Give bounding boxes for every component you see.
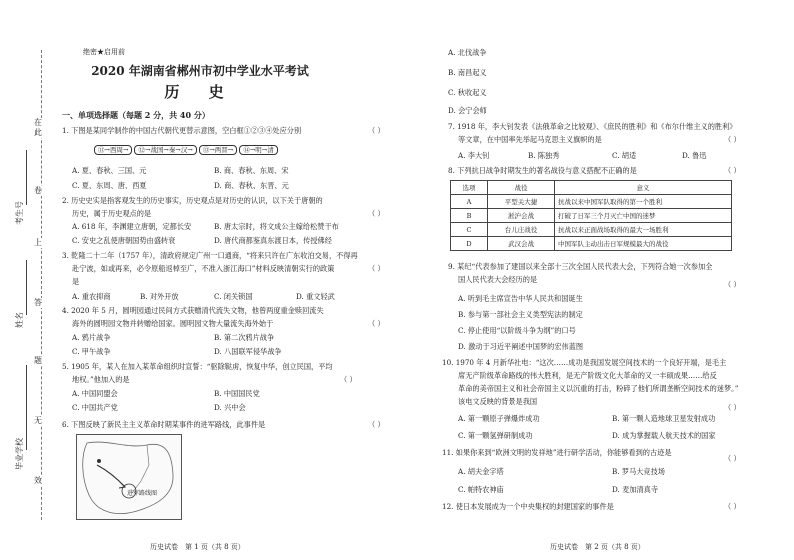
subject-title: 历 史 [164,83,236,101]
option-b[interactable]: B. 对外开放 [140,292,179,301]
option-b[interactable]: B. 陈独秀 [528,151,560,160]
option-b[interactable]: B. 唐太宗时，将文成公主嫁给松赞干布 [214,222,339,231]
answer-paren[interactable]: （ ） [724,135,741,144]
option-c[interactable]: C. 第一颗氢弹研制成功 [458,431,533,440]
table-cell: 抗战以来中国军队取得的第一个胜利 [555,195,732,209]
option-d[interactable]: D. 成为掌握载人航天技术的国家 [612,431,716,440]
answer-paren[interactable]: （ ） [724,403,741,412]
binding-word: 上 [34,238,42,247]
page-footer: 历史试卷 第 2 页（共 8 页） [550,543,645,551]
flow-step: ⑫→战国→秦→汉→ [134,145,196,155]
q6-option-c[interactable]: C. 秋收起义 [448,88,487,97]
option-b[interactable]: B. 参与第一部社会主义类型宪法的制定 [458,310,583,319]
question-5-stem: 5. 1905 年，某人在加入某革命组织时宣誓：“驱除鞑虏，恢复中华，创立民国，平均 [62,362,333,371]
table-cell: 中国军队主动出击日军规模最大的战役 [555,237,732,251]
table-header: 意义 [555,181,732,195]
question-10-line: 革命的美帝国主义和社会帝国主义以沉重的打击，粉碎了他们所谓垄断空间技术的迷梦。” [458,384,739,393]
option-a[interactable]: A. 618 年，李渊建立唐朝，定都长安 [72,222,192,231]
option-d[interactable]: D. 八国联军侵华战争 [214,347,282,356]
binding-word: 题 [34,356,42,365]
answer-paren[interactable]: （ ） [724,454,741,463]
table-cell: A [451,195,488,209]
option-d[interactable]: D. 唐代商都鉴真东渡日本，传授佛经 [214,236,332,245]
question-4-line: 海外的圆明园文物并转赠给国家。圆明园文物大量流失海外始于 [72,319,274,328]
table-cell: 平型关大捷 [488,195,555,209]
table-row [451,195,732,209]
question-11-stem: 11. 如果你来到“欧洲文明的发祥地”进行研学活动，你能够看到的古迹是 [442,448,672,457]
battle-table [450,180,732,251]
binding-word: 效 [34,476,42,485]
option-c[interactable]: C. 安史之乱使唐朝国势由盛转衰 [72,236,176,245]
option-d[interactable]: D. 麦加清真寺 [612,485,659,494]
page-2 [400,0,794,560]
q6-option-b[interactable]: B. 南昌起义 [448,68,487,77]
question-7-stem: 7. 1918 年，李大钊发表《法俄革命之比较观》、《庶民的胜利》和《布尔什维主义的胜利》 [448,122,737,131]
answer-paren[interactable]: （ ） [368,209,385,218]
option-a[interactable]: A. 胡夫金字塔 [458,467,504,476]
table-header-row [451,181,732,195]
binding-word: 此 [34,128,42,137]
binding-word: 在 [34,118,42,127]
answer-paren[interactable]: （ ） [724,166,741,175]
route-map [76,434,182,520]
name-field[interactable] [26,260,27,315]
option-a[interactable]: A. 中国同盟会 [72,389,118,398]
dynasty-flowchart [94,146,278,155]
option-d[interactable]: D. 兴中会 [214,403,246,412]
question-9-line: 国人民代表大会经历的是 [458,275,538,284]
option-d[interactable]: D. 鲁迅 [682,151,707,160]
table-row [451,209,732,223]
table-row [451,223,732,237]
answer-paren[interactable]: （ ） [368,264,385,273]
question-3-line: 是 [72,277,80,286]
table-cell: 抗战以来正面战场取得的最大一场胜利 [555,223,732,237]
question-10-stem: 10. 1970 年 4 月新华社电：“这次……成功是我国发展空间技术的一个良好开端，是毛主 [442,358,727,367]
confidential-mark: 绝密★启用前 [83,48,125,56]
binding-word: 答 [34,298,42,307]
question-3-stem: 3. 乾隆二十二年（1757 年），清政府规定广州一口通商，“将来只许在广东收泊交易，不得再 [62,251,358,260]
flow-step: ⑬→两晋→ [199,145,237,155]
question-4-stem: 4. 2020 年 5 月，圆明园通过民间方式获赠清代流失文物，他曾两度重金赎回流失 [62,306,324,315]
q6-option-a[interactable]: A. 北伐战争 [448,48,487,57]
question-5-line: 地权。”他加入的是 [72,375,130,384]
name-label: 姓名 [15,312,24,328]
option-d[interactable]: D. 重文轻武 [296,292,335,301]
option-b[interactable]: B. 商、春秋、东周、宋 [214,166,289,175]
answer-paren[interactable]: （ ） [368,319,385,328]
answer-paren[interactable]: （ ） [368,126,385,135]
option-c[interactable]: C. 帕特农神庙 [458,485,504,494]
table-header: 选项 [451,181,488,195]
option-a[interactable]: A. 重农抑商 [72,292,111,301]
question-2-line: 历史，属于历史观点的是 [72,209,152,218]
answer-paren[interactable]: （ ） [724,502,741,511]
option-c[interactable]: C. 中国共产党 [72,403,118,412]
option-b[interactable]: B. 第一颗人造地球卫星发射成功 [612,414,716,423]
question-2-stem: 2. 历史史实是指客观发生的历史事实，历史观点是对历史的认识，以下关于唐朝的 [62,196,323,205]
option-a[interactable]: A. 李大钊 [458,151,490,160]
page-footer: 历史试卷 第 1 页（共 8 页） [150,543,245,551]
school-field[interactable] [26,365,27,450]
answer-paren[interactable]: （ ） [724,280,741,289]
candidate-number-field[interactable] [26,150,27,205]
question-3-line: 赴宁波，如或再来，必令原船返棹至广，不准入浙江海口”材料反映清朝实行的政策 [72,264,335,273]
option-b[interactable]: B. 第二次鸦片战争 [214,333,275,342]
table-cell: 武汉会战 [488,237,555,251]
table-header: 战役 [488,181,555,195]
option-a[interactable]: A. 第一颗原子弹爆炸成功 [458,414,540,423]
option-a[interactable]: A. 夏、春秋、三国、元 [72,166,147,175]
question-7-line: 等文章，在中国率先举起马克思主义旗帜的是 [458,135,602,144]
question-10-line: 席无产阶级革命路线的伟大胜利，是无产阶级文化大革命的又一丰硕成果……给反 [458,371,717,380]
route-map-drawing [77,435,181,519]
table-cell: 台儿庄战役 [488,223,555,237]
question-9-stem: 9. 某纪“代表参加了建国以来全部十三次全国人民代表大会，下列符合她一次参加全 [448,262,713,271]
question-8-stem: 8. 下列抗日战争时期发生的著名战役与意义搭配不正确的是 [448,166,637,175]
binding-word: 卷 [34,186,42,195]
option-c[interactable]: C. 停止使用“以阶级斗争为纲”的口号 [458,326,576,335]
school-label: 毕业学校 [15,438,24,470]
option-d[interactable]: D. 商、春秋、东晋、元 [214,181,289,190]
map-legend-label: 进军路线图 [127,490,158,497]
binding-word: 无 [34,416,42,425]
answer-paren[interactable]: （ ） [368,420,385,429]
option-a[interactable]: A. 听到毛主席宣告中华人民共和国诞生 [458,294,583,303]
exam-title: 2020 年湖南省郴州市初中学业水平考试 [91,64,309,78]
option-c[interactable]: C. 甲午战争 [72,347,111,356]
table-cell: 打破了日军三个月灭亡中国的迷梦 [555,209,732,223]
question-12-stem: 12. 使日本发展成为一个中央集权的封建国家的事件是 [442,502,614,511]
option-b[interactable]: B. 罗马大竞技场 [612,467,665,476]
option-a[interactable]: A. 鸦片战争 [72,333,111,342]
option-c[interactable]: C. 闭关锁国 [214,292,253,301]
flow-step: ⑭→明→清 [239,145,277,155]
q6-option-d[interactable]: D. 会宁会师 [448,106,487,115]
table-cell: B [451,209,488,223]
table-cell: D [451,237,488,251]
question-10-line: 该电文反映的背景是我国 [458,397,538,406]
option-b[interactable]: B. 中国国民党 [214,389,260,398]
table-row [451,237,732,251]
table-cell: C [451,223,488,237]
table-cell: 淞沪会战 [488,209,555,223]
question-6-stem: 6. 下图反映了新民主主义革命时期某事件的进军路线，此事件是 [62,420,266,429]
candidate-number-label: 考生号 [15,201,24,225]
option-c[interactable]: C. 胡适 [612,151,637,160]
section-title: 一、单项选择题（每题 2 分，共 40 分） [62,110,210,120]
answer-paren[interactable]: （ ） [340,375,357,384]
flow-step: ⑪→西周→ [94,145,132,155]
option-c[interactable]: C. 夏、东周、唐、西夏 [72,181,147,190]
option-d[interactable]: D. 激动于习近平阐述中国梦的宏伟蓝图 [458,342,584,351]
question-1-stem: 1. 下图是某同学制作的中国古代朝代更替示意图，空白框①②③④处应分别 [62,126,302,135]
